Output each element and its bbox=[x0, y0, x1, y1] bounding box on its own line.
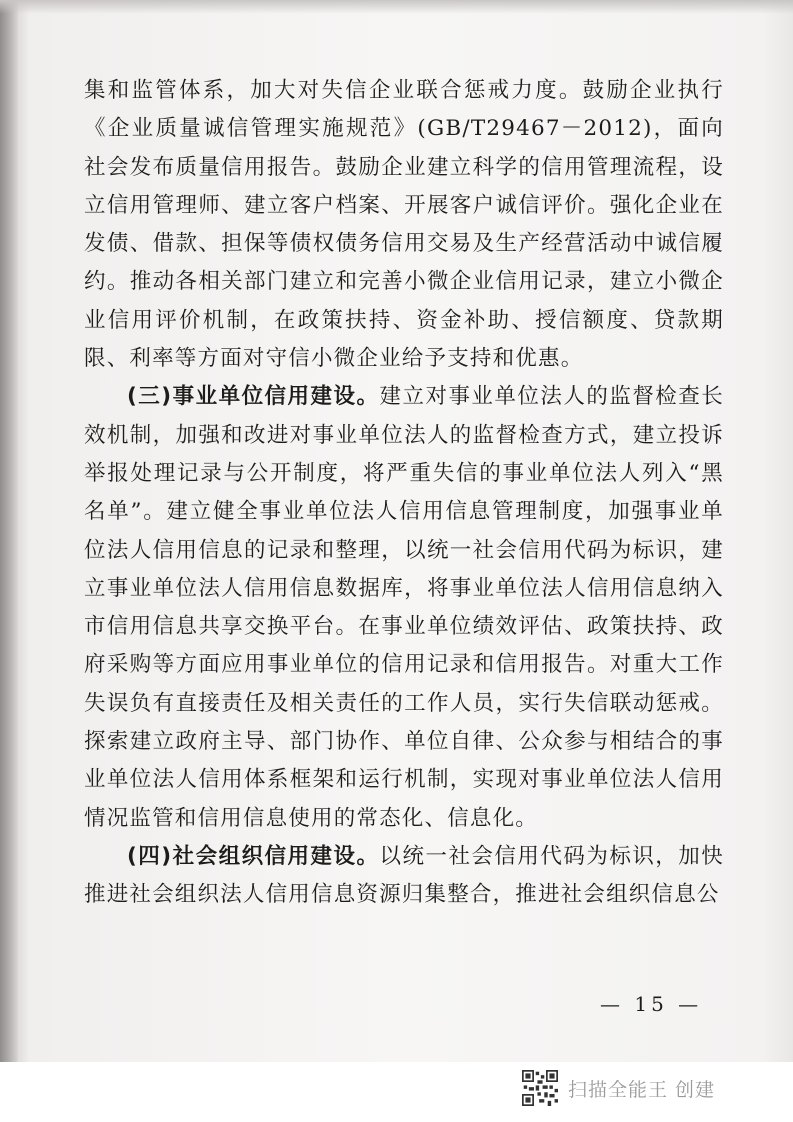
scanner-watermark bbox=[522, 1068, 715, 1108]
top-edge-shadow bbox=[0, 0, 793, 14]
watermark-text: 扫描全能王 创建 bbox=[568, 1078, 716, 1101]
qr-code-icon bbox=[522, 1070, 558, 1106]
paragraph-text: 建立对事业单位法人的监督检查长效机制，加强和改进对事业单位法人的监督检查方式，建立投诉举报处理记录与公开制度，将严重失信的事业单位法人列入“黑名单”。建立健全事业单位法人信用信息管理制度，加强事业单位法人信用信息的记录和整理，以统一社会信用代码为标识，建立事业单位法人信用信息数据库，将事业单位法人信用信息纳入市信用信息共享交换平台。在事业单位绩效评估、政策扶持、政府采购等方面应用事业单位的信用记录和信用报告。对重大工作失误负有直接责任及相关责任的工作人员，实行失信联动惩戒。探索建立政府主导、部门协作、单位自律、公众参与相结合的事业单位法人信用体系框架和运行机制，实现对事业单位法人信用情况监管和信用信息使用的常态化、信息化。 bbox=[84, 384, 724, 831]
paragraph-text: 以统一社会信用代码为标识，加快推进社会组织法人信用信息资源归集整合，推进社会组织信息公 bbox=[84, 843, 724, 908]
paragraph-1 bbox=[84, 72, 724, 378]
paragraph-text: 集和监管体系，加大对失信企业联合惩戒力度。鼓励企业执行《企业质量诚信管理实施规范》(GB/T29467－2012)，面向社会发布质量信用报告。鼓励企业建立科学的信用管理流程，设立信用管理师、建立客户档案、开展客户诚信评价。强化企业在发债、借款、担保等债权债务信用交易及生产经营活动中诚信履约。推动各相关部门建立和完善小微企业信用记录，建立小微企业信用评价机制，在政策扶持、资金补助、授信额度、贷款期限、利率等方面对守信小微企业给予支持和优惠。 bbox=[84, 78, 724, 372]
page-number: — 15 — bbox=[600, 992, 703, 1016]
section-heading-social-organizations: (四)社会组织信用建设。 bbox=[127, 843, 380, 869]
section-heading-public-institutions: (三)事业单位信用建设。 bbox=[127, 384, 380, 410]
body-text bbox=[84, 72, 724, 915]
paragraph-3 bbox=[84, 838, 724, 915]
paragraph-2 bbox=[84, 378, 724, 838]
binding-shadow bbox=[0, 0, 18, 1062]
